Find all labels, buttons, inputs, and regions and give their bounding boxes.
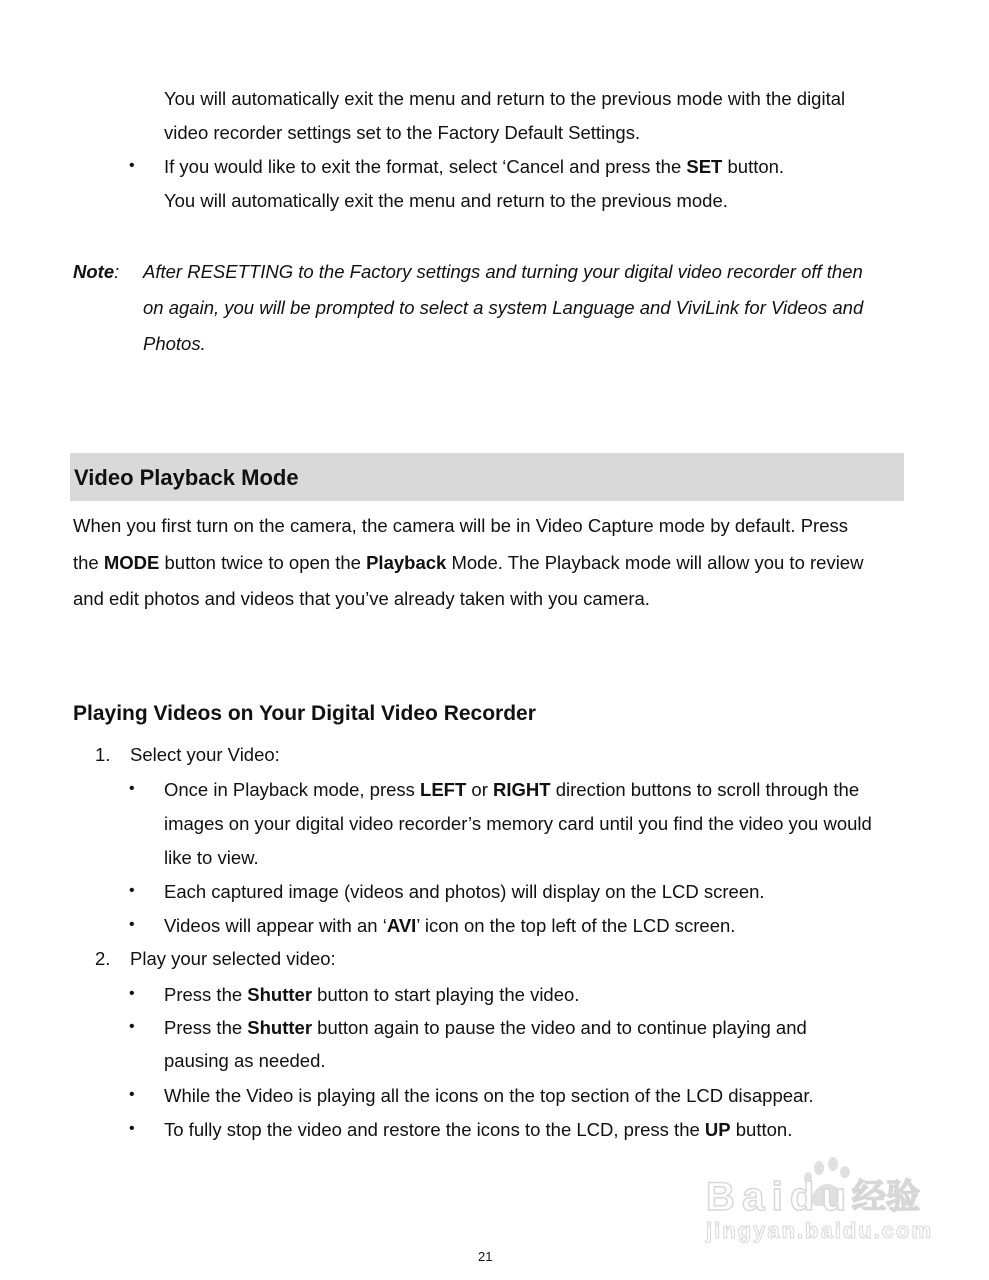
step-1-text: Select your Video:	[130, 744, 280, 765]
bullet-dot: •	[129, 780, 135, 797]
cancel-bullet-text: If you would like to exit the format, select ‘Cancel and press the SET button.	[164, 156, 785, 177]
step-2-bullet-3: While the Video is playing all the icons on the top section of the LCD disappear.	[164, 1085, 814, 1106]
playing-heading: Playing Videos on Your Digital Video Recorder	[73, 702, 536, 725]
top-line-2: video recorder settings set to the Factory Default Settings.	[164, 122, 641, 143]
top-line-1: You will automatically exit the menu and return to the previous mode with the digital	[164, 88, 846, 109]
bullet-dot: •	[129, 1120, 135, 1137]
section-header-bar	[70, 453, 904, 501]
bullet-dot: •	[129, 1018, 135, 1035]
baidu-watermark-logo	[702, 1150, 937, 1245]
note-line-2: on again, you will be prompted to select a system Language and ViviLink for Videos and	[143, 297, 864, 318]
watermark-url: jingyan.baidu.com	[706, 1218, 931, 1243]
section-para-line-3: and edit photos and videos that you’ve already taken with you camera.	[73, 588, 650, 609]
step-1-bullet-1: Once in Playback mode, press LEFT or RIGHT direction buttons to scroll through the	[164, 779, 860, 800]
page-number: 21	[478, 1249, 493, 1264]
bullet-dot: •	[129, 1086, 135, 1103]
step-2-bullet-2: Press the Shutter button again to pause the video and to continue playing and	[164, 1017, 807, 1038]
bullet-dot: •	[129, 157, 135, 174]
section-title: Video Playback Mode	[74, 465, 299, 490]
note-line-1: After RESETTING to the Factory settings and turning your digital video recorder off then	[143, 261, 863, 282]
section-para-line-2: the MODE button twice to open the Playback Mode. The Playback mode will allow you to review	[73, 552, 864, 573]
bullet-dot: •	[129, 916, 135, 933]
step-1-number: 1.	[95, 744, 111, 765]
section-para-line-1: When you first turn on the camera, the camera will be in Video Capture mode by default. Press	[73, 515, 848, 536]
bullet-dot: •	[129, 985, 135, 1002]
watermark-brand-cn: 经验	[852, 1177, 920, 1217]
step-2-number: 2.	[95, 948, 111, 969]
step-1-bullet-1-line-3: like to view.	[164, 847, 259, 868]
note-label: Note:	[73, 261, 120, 282]
bullet-dot: •	[129, 882, 135, 899]
step-2-bullet-4: To fully stop the video and restore the icons to the LCD, press the UP button.	[164, 1119, 793, 1140]
watermark-brand: Baidu	[706, 1175, 846, 1219]
step-1-bullet-2: Each captured image (videos and photos) will display on the LCD screen.	[164, 881, 765, 902]
step-1-bullet-3: Videos will appear with an ‘AVI’ icon on the top left of the LCD screen.	[164, 915, 736, 936]
note-line-3: Photos.	[143, 333, 206, 354]
step-1-bullet-1-line-2: images on your digital video recorder’s memory card until you find the video you would	[164, 813, 872, 834]
step-2-bullet-2-line-2: pausing as needed.	[164, 1050, 326, 1071]
top-line-4: You will automatically exit the menu and return to the previous mode.	[164, 190, 728, 211]
step-2-text: Play your selected video:	[130, 948, 336, 969]
step-2-bullet-1: Press the Shutter button to start playing the video.	[164, 984, 580, 1005]
